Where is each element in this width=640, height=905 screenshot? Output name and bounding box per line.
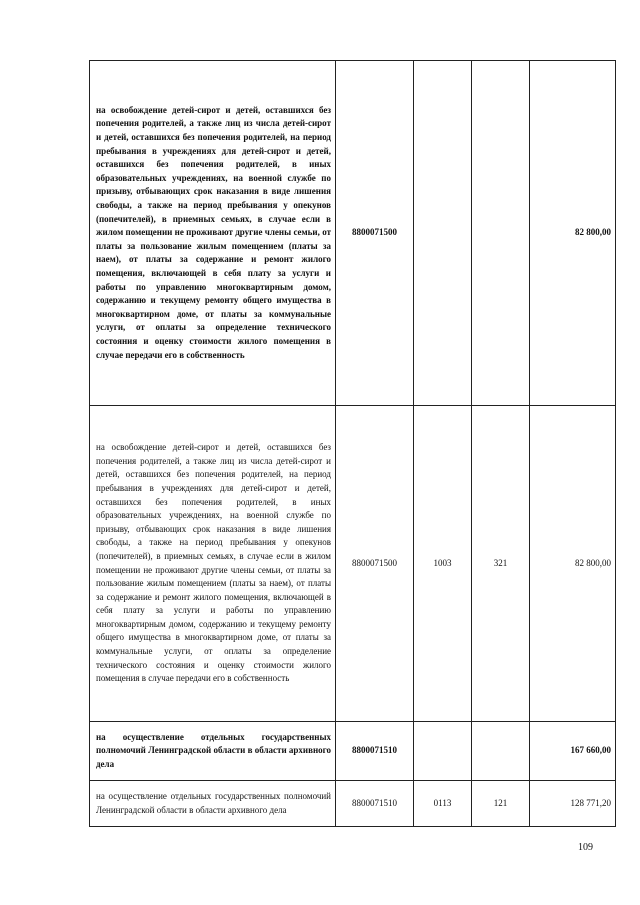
row-target-code: 8800071510 — [336, 722, 414, 781]
table-row — [90, 406, 616, 722]
row-section-code — [414, 722, 472, 781]
page-number: 109 — [578, 842, 593, 853]
row-description: на осуществление отдельных государственных полномочий Ленинградской области в области архивного дела — [90, 781, 336, 827]
row-target-code: 8800071500 — [336, 406, 414, 722]
table-row — [90, 61, 616, 406]
row-description: на освобождение детей-сирот и детей, оставшихся без попечения родителей, а также лиц из числа детей-сирот и детей, оставшихся без попечения родителей, на период пребывания в учреждениях для детей-сирот и детей, оставшихся без попечения родителей, в иных образовательных учреждениях, на военной службе по призыву, отбывающих срок наказания в виде лишения свободы, а также на период пребывания у опекунов (попечителей), в приемных семьях, в случае если в жилом помещении не проживают другие члены семьи, от платы за пользование жилым помещением (платы за наем), от платы за содержание и ремонт жилого помещения, включающей в себя плату за услуги и работы по управлению многоквартирным домом, содержанию и текущему ремонту общего имущества в многоквартирном доме, от платы за коммунальные услуги, от оплаты за определение технического состояния и оценку стоимости жилого помещения в случае передачи его в собственность — [90, 61, 336, 406]
row-amount: 82 800,00 — [530, 406, 616, 722]
row-section-code: 0113 — [414, 781, 472, 827]
row-amount: 167 660,00 — [530, 722, 616, 781]
budget-table — [89, 60, 616, 827]
row-target-code: 8800071500 — [336, 61, 414, 406]
row-section-code — [414, 61, 472, 406]
row-target-code: 8800071510 — [336, 781, 414, 827]
row-expense-type — [472, 722, 530, 781]
row-expense-type — [472, 61, 530, 406]
row-description: на осуществление отдельных государственных полномочий Ленинградской области в области архивного дела — [90, 722, 336, 781]
row-expense-type: 121 — [472, 781, 530, 827]
table-row — [90, 781, 616, 827]
row-amount: 82 800,00 — [530, 61, 616, 406]
row-description: на освобождение детей-сирот и детей, оставшихся без попечения родителей, а также лиц из числа детей-сирот и детей, оставшихся без попечения родителей, на период пребывания в учреждениях для детей-сирот и детей, оставшихся без попечения родителей, в иных образовательных учреждениях, на военной службе по призыву, отбывающих срок наказания в виде лишения свободы, а также на период пребывания у опекунов (попечителей), в приемных семьях, в случае если в жилом помещении не проживают другие члены семьи, от платы за пользование жилым помещением (платы за наем), от платы за содержание и ремонт жилого помещения, включающей в себя плату за услуги и работы по управлению многоквартирным домом, содержанию и текущему ремонту общего имущества в многоквартирном доме, от платы за коммунальные услуги, от оплаты за определение технического состояния и оценку стоимости жилого помещения в случае передачи его в собственность — [90, 406, 336, 722]
row-expense-type: 321 — [472, 406, 530, 722]
row-section-code: 1003 — [414, 406, 472, 722]
table-row — [90, 722, 616, 781]
row-amount: 128 771,20 — [530, 781, 616, 827]
